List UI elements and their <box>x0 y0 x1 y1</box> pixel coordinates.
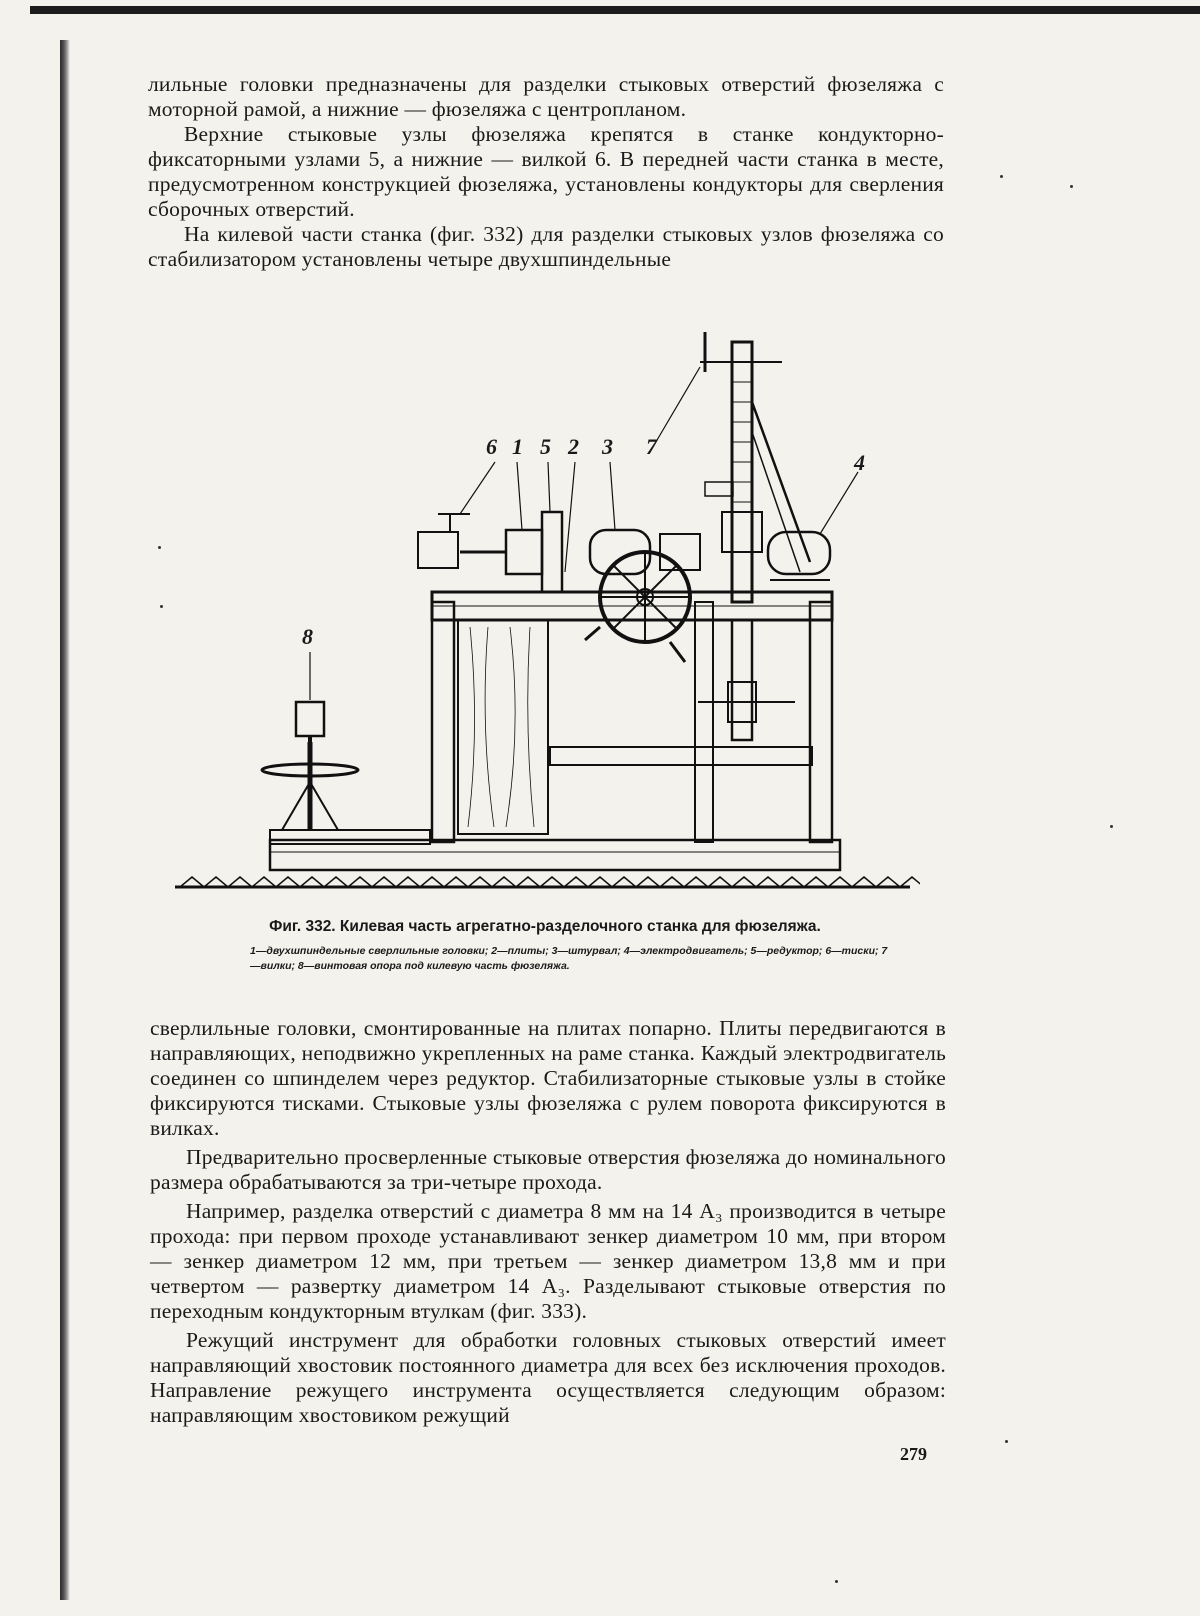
paragraph: Верхние стыковые узлы фюзеляжа крепятся в станке кондукторно-фиксаторными узлами 5, а нижние — вилкой 6. В передней части станка в месте, предусмотренном конструкцией фюзеляжа, установлены кондукторы для сверления сборочных отверстий. <box>148 122 944 221</box>
scan-speck <box>1000 175 1003 178</box>
figure-label: 5 <box>540 434 551 459</box>
figure-label: 3 <box>602 434 613 459</box>
caption-title: Фиг. 332. Килевая часть агрегатно-разделочного станка для фюзеляжа. <box>269 918 821 935</box>
scan-speck <box>160 605 163 608</box>
figure-label: 2 <box>568 434 579 459</box>
scan-speck <box>1005 1440 1008 1443</box>
bottom-text-block <box>150 1016 946 1432</box>
top-text-block <box>148 72 944 272</box>
paragraph-continuation: сверлильные головки, смонтированные на плитах попарно. Плиты передвигаются в направляющих, неподвижно укрепленных на раме станка. Каждый электродвигатель соединен со шпинделем через редуктор. Стабилизаторные стыковые узлы в стойке фиксируются тисками. Стыковые узлы фюзеляжа с рулем поворота фиксируются в вилках. <box>150 1016 946 1140</box>
caption-legend: 1—двухшпиндельные сверлильные головки; 2—плиты; 3—штурвал; 4—электродвигатель; 5—редуктор; 6—тиски; 7—вилки; 8—винтовая опора под килевую часть фюзеляжа. <box>250 945 888 972</box>
scan-speck <box>1110 825 1113 828</box>
figure-label: 8 <box>302 624 313 649</box>
paragraph-continuation: лильные головки предназначены для разделки стыковых отверстий фюзеляжа с моторной рамой, а нижние — фюзеляжа с центропланом. <box>148 72 944 121</box>
scan-speck <box>1070 185 1073 188</box>
paragraph: Например, разделка отверстий с диаметра 8 мм на 14 А₃ производится в четыре прохода: при первом проходе устанавливают зенкер диаметром 10 мм, при втором — зенкер диаметром 12 мм, при третьем — зенкер диаметром 13,8 мм и при четвертом — развертку диаметром 14 А₃. Разделывают стыковые отверстия по переходным кондукторным втулкам (фиг. 333). <box>150 1199 946 1323</box>
figure-label: 7 <box>646 434 657 459</box>
scan-speck <box>835 1580 838 1583</box>
figure-label: 6 <box>486 434 497 459</box>
figure-label: 1 <box>512 434 523 459</box>
paragraph: Режущий инструмент для обработки головных стыковых отверстий имеет направляющий хвостовик постоянного диаметра для всех без исключения проходов. Направление режущего инструмента осуществляется следующим образом: направляющим хвостовиком режущий <box>150 1328 946 1427</box>
figure-label: 4 <box>854 450 865 475</box>
scan-speck <box>158 546 161 549</box>
scan-edge-left <box>60 40 70 1600</box>
paragraph: На килевой части станка (фиг. 332) для разделки стыковых узлов фюзеляжа со стабилизатором установлены четыре двухшпиндельные <box>148 222 944 271</box>
figure-caption <box>150 918 940 974</box>
paragraph: Предварительно просверленные стыковые отверстия фюзеляжа до номинального размера обрабатываются за три-четыре прохода. <box>150 1145 946 1194</box>
figure-332-drawing <box>170 322 920 912</box>
page-number: 279 <box>900 1444 927 1464</box>
scan-edge-top <box>30 6 1200 14</box>
